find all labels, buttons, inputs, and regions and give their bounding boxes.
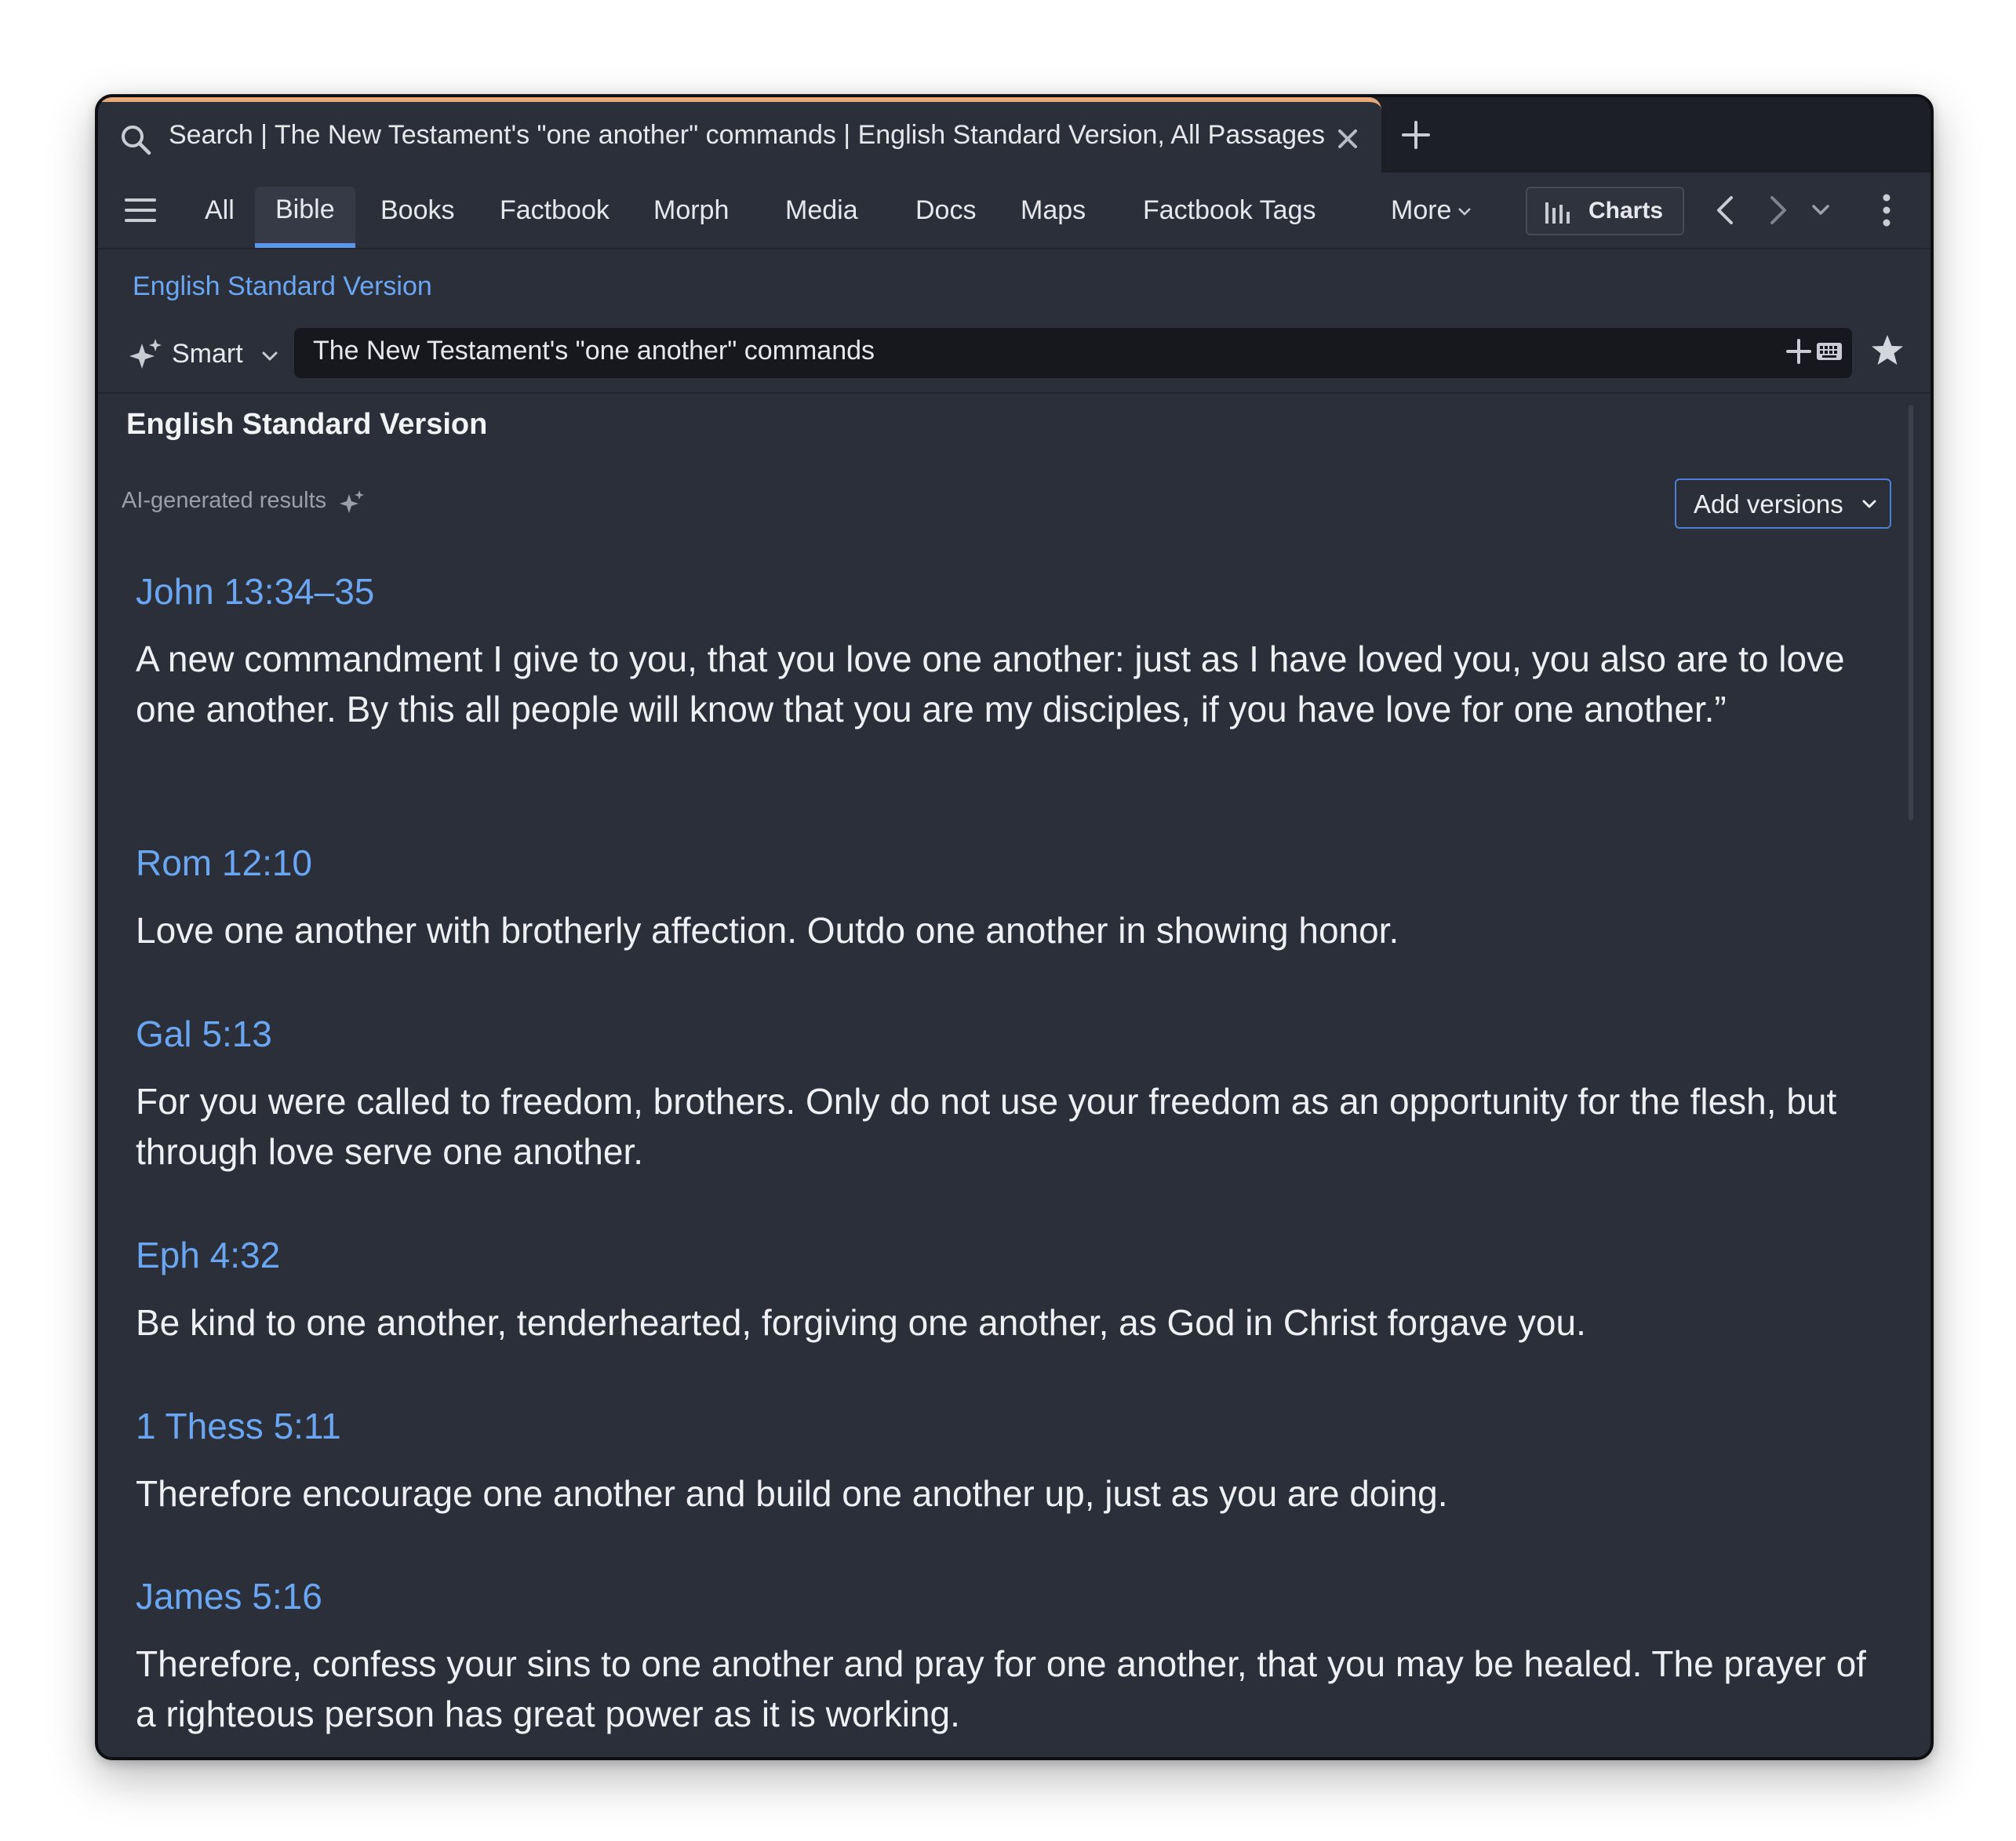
verse-text: Therefore, confess your sins to one another and pray for one another, that you may be healed. The prayer of a righteous person has great power as it is working. bbox=[136, 1643, 1866, 1734]
tab-factbook[interactable]: Factbook bbox=[500, 195, 610, 225]
keyboard-icon[interactable] bbox=[1816, 340, 1843, 362]
chevron-down-icon bbox=[1861, 499, 1877, 510]
verse-reference-link[interactable]: Gal 5:13 bbox=[136, 1013, 272, 1054]
search-icon bbox=[118, 122, 153, 157]
plus-icon[interactable] bbox=[1785, 337, 1813, 366]
tab-bible[interactable]: Bible bbox=[255, 187, 355, 248]
chevron-right-icon[interactable] bbox=[1766, 193, 1791, 227]
more-label: More bbox=[1391, 195, 1452, 225]
history-chevron-down-icon[interactable] bbox=[1810, 201, 1832, 220]
result-item bbox=[136, 568, 1877, 734]
tab-more[interactable] bbox=[1370, 191, 1492, 248]
menu-icon[interactable] bbox=[125, 196, 156, 224]
tab-docs[interactable]: Docs bbox=[915, 195, 977, 225]
resource-link[interactable]: English Standard Version bbox=[133, 271, 432, 301]
search-mode-label[interactable]: Smart bbox=[172, 339, 243, 369]
verse-text: Be kind to one another, tenderhearted, forgiving one another, as God in Christ forgave you. bbox=[136, 1302, 1586, 1343]
scrollbar-thumb[interactable] bbox=[1909, 405, 1913, 820]
add-versions-label: Add versions bbox=[1694, 489, 1843, 518]
verse-reference-link[interactable]: John 13:34–35 bbox=[136, 571, 375, 612]
chevron-down-icon[interactable] bbox=[261, 350, 278, 362]
tab-maps[interactable]: Maps bbox=[1021, 195, 1086, 225]
verse-text: For you were called to freedom, brothers. Only do not use your freedom as an opportunity for the flesh, but through love serve one another. bbox=[136, 1081, 1837, 1172]
verse-reference-link[interactable]: Eph 4:32 bbox=[136, 1235, 281, 1275]
tab-all[interactable]: All bbox=[205, 195, 235, 225]
sparkle-icon bbox=[128, 337, 162, 372]
result-item bbox=[136, 1573, 1877, 1739]
result-item bbox=[136, 1403, 1877, 1519]
result-item bbox=[136, 1010, 1877, 1177]
document-tab[interactable] bbox=[98, 97, 1381, 173]
add-versions-button[interactable] bbox=[1675, 478, 1891, 529]
verse-text: Therefore encourage one another and build one another up, just as you are doing. bbox=[136, 1473, 1448, 1514]
verse-text: Love one another with brotherly affection. Outdo one another in showing honor. bbox=[136, 910, 1399, 951]
more-vertical-icon[interactable] bbox=[1879, 191, 1894, 229]
charts-button[interactable] bbox=[1526, 187, 1684, 235]
search-kind-nav bbox=[98, 173, 1930, 249]
verse-reference-link[interactable]: 1 Thess 5:11 bbox=[136, 1406, 341, 1446]
result-item bbox=[136, 1232, 1877, 1348]
favorite-star-icon[interactable] bbox=[1869, 333, 1905, 369]
chevron-left-icon[interactable] bbox=[1712, 193, 1738, 227]
charts-label: Charts bbox=[1588, 198, 1664, 224]
sparkle-icon bbox=[338, 489, 365, 516]
tab-books[interactable]: Books bbox=[380, 195, 455, 225]
tab-media[interactable]: Media bbox=[785, 195, 858, 225]
app-window bbox=[95, 94, 1934, 1760]
tab-factbook-tags[interactable]: Factbook Tags bbox=[1143, 195, 1316, 225]
verse-text: A new commandment I give to you, that you love one another: just as I have loved you, you also are to love one another. By this all people will know that you are my disciples, if you have love for one another.” bbox=[136, 639, 1845, 729]
close-icon[interactable] bbox=[1334, 126, 1361, 152]
search-input[interactable] bbox=[294, 328, 1852, 378]
ai-generated-label: AI-generated results bbox=[122, 488, 327, 513]
tab-morph[interactable]: Morph bbox=[653, 195, 730, 225]
search-query[interactable]: The New Testament's "one another" commands bbox=[313, 336, 875, 366]
chevron-down-icon bbox=[1457, 206, 1472, 217]
new-tab-plus-icon[interactable] bbox=[1400, 119, 1432, 151]
result-item bbox=[136, 839, 1877, 955]
divider bbox=[98, 392, 1930, 394]
results-heading: English Standard Version bbox=[126, 408, 488, 441]
verse-reference-link[interactable]: Rom 12:10 bbox=[136, 842, 313, 883]
tab-strip bbox=[98, 97, 1930, 173]
tab-title: Search | The New Testament's "one another" commands | English Standard Version, All Passages bbox=[169, 120, 1325, 150]
verse-reference-link[interactable]: James 5:16 bbox=[136, 1576, 322, 1617]
bar-chart-icon bbox=[1545, 201, 1571, 224]
